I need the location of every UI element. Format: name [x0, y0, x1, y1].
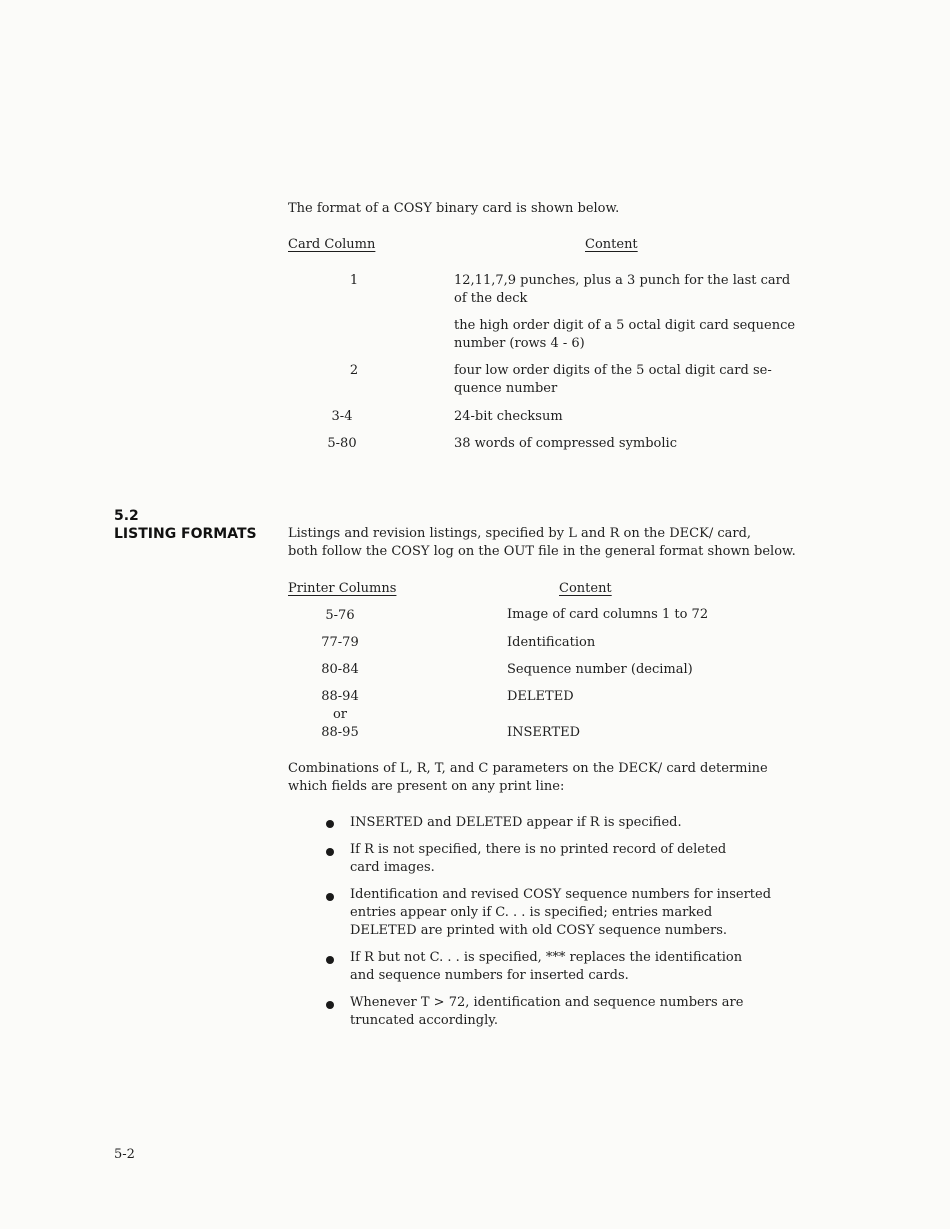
bullet-item — [350, 994, 743, 1030]
bullet-icon — [326, 893, 334, 901]
content-line: of the deck — [454, 291, 528, 306]
content-line: number (rows 4 - 6) — [454, 336, 585, 351]
printer-row-content: Identification — [507, 635, 596, 650]
content-line: quence number — [454, 381, 558, 396]
printer-row-col: 88-94 — [321, 689, 359, 704]
bullet-line: If R is not specified, there is no printed record of deleted — [350, 842, 727, 857]
bullet-icon — [326, 1001, 334, 1009]
page-number: 5-2 — [114, 1147, 135, 1162]
bullet-item — [350, 841, 726, 877]
bullet-line: card images. — [350, 860, 435, 875]
intro-text: The format of a COSY binary card is shown below. — [288, 201, 620, 216]
card-row-col: 1 — [349, 273, 359, 288]
card-row-content — [454, 317, 795, 353]
card-row-content — [454, 362, 772, 398]
bullet-item — [350, 949, 742, 985]
printer-row-col: 80-84 — [321, 662, 359, 677]
content-line: the high order digit of a 5 octal digit card sequence — [454, 318, 796, 333]
content-line: four low order digits of the 5 octal digit card se- — [454, 363, 772, 378]
bullet-item — [350, 886, 771, 940]
paragraph-line: both follow the COSY log on the OUT file in the general format shown below. — [288, 544, 796, 559]
section-number: 5.2 — [114, 508, 139, 524]
paragraph-line: Combinations of L, R, T, and C parameters on the DECK/ card determine — [288, 761, 768, 776]
paragraph-line: Listings and revision listings, specified by L and R on the DECK/ card, — [288, 526, 752, 541]
bullet-line: DELETED are printed with old COSY sequence numbers. — [350, 923, 727, 938]
content-line: 24-bit checksum — [454, 409, 563, 424]
card-content-header: Content — [585, 237, 638, 252]
printer-row-content: Sequence number (decimal) — [507, 662, 693, 677]
content-line: 38 words of compressed symbolic — [454, 436, 677, 451]
bullet-icon — [326, 820, 334, 828]
bullet-icon — [326, 848, 334, 856]
bullet-line: entries appear only if C. . . is specified; entries marked — [350, 905, 713, 920]
printer-row-content: INSERTED — [507, 725, 581, 740]
card-row-content — [454, 408, 563, 426]
printer-row-content: Image of card columns 1 to 72 — [507, 607, 709, 622]
printer-row-col: 88-95 — [321, 725, 359, 740]
bullet-line: INSERTED and DELETED appear if R is specified. — [350, 815, 682, 830]
bullet-line: Identification and revised COSY sequence numbers for inserted — [350, 887, 772, 902]
bullet-line: and sequence numbers for inserted cards. — [350, 968, 629, 983]
card-column-header: Card Column — [288, 237, 376, 252]
combinations-paragraph — [288, 760, 768, 796]
card-row-content — [454, 272, 790, 308]
bullet-line: Whenever T > 72, identification and sequence numbers are — [350, 995, 744, 1010]
printer-row-col: 77-79 — [321, 635, 359, 650]
bullet-line: If R but not C. . . is specified, *** replaces the identification — [350, 950, 743, 965]
bullet-line: truncated accordingly. — [350, 1013, 499, 1028]
bullet-item — [350, 814, 682, 832]
card-row-col: 2 — [349, 363, 359, 378]
printer-content-header: Content — [559, 581, 612, 596]
printer-column-header: Printer Columns — [288, 581, 397, 596]
card-row-col: 5-80 — [327, 436, 357, 451]
card-row-content — [454, 435, 677, 453]
content-line: 12,11,7,9 punches, plus a 3 punch for the last card — [454, 273, 791, 288]
paragraph-line: which fields are present on any print line: — [288, 779, 565, 794]
printer-row-content: DELETED — [507, 689, 574, 704]
printer-row-col: 5-76 — [325, 608, 355, 623]
printer-row-col: or — [332, 707, 348, 722]
card-row-col: 3-4 — [331, 409, 353, 424]
section-paragraph — [288, 525, 796, 561]
section-title: LISTING FORMATS — [114, 526, 257, 542]
bullet-icon — [326, 956, 334, 964]
